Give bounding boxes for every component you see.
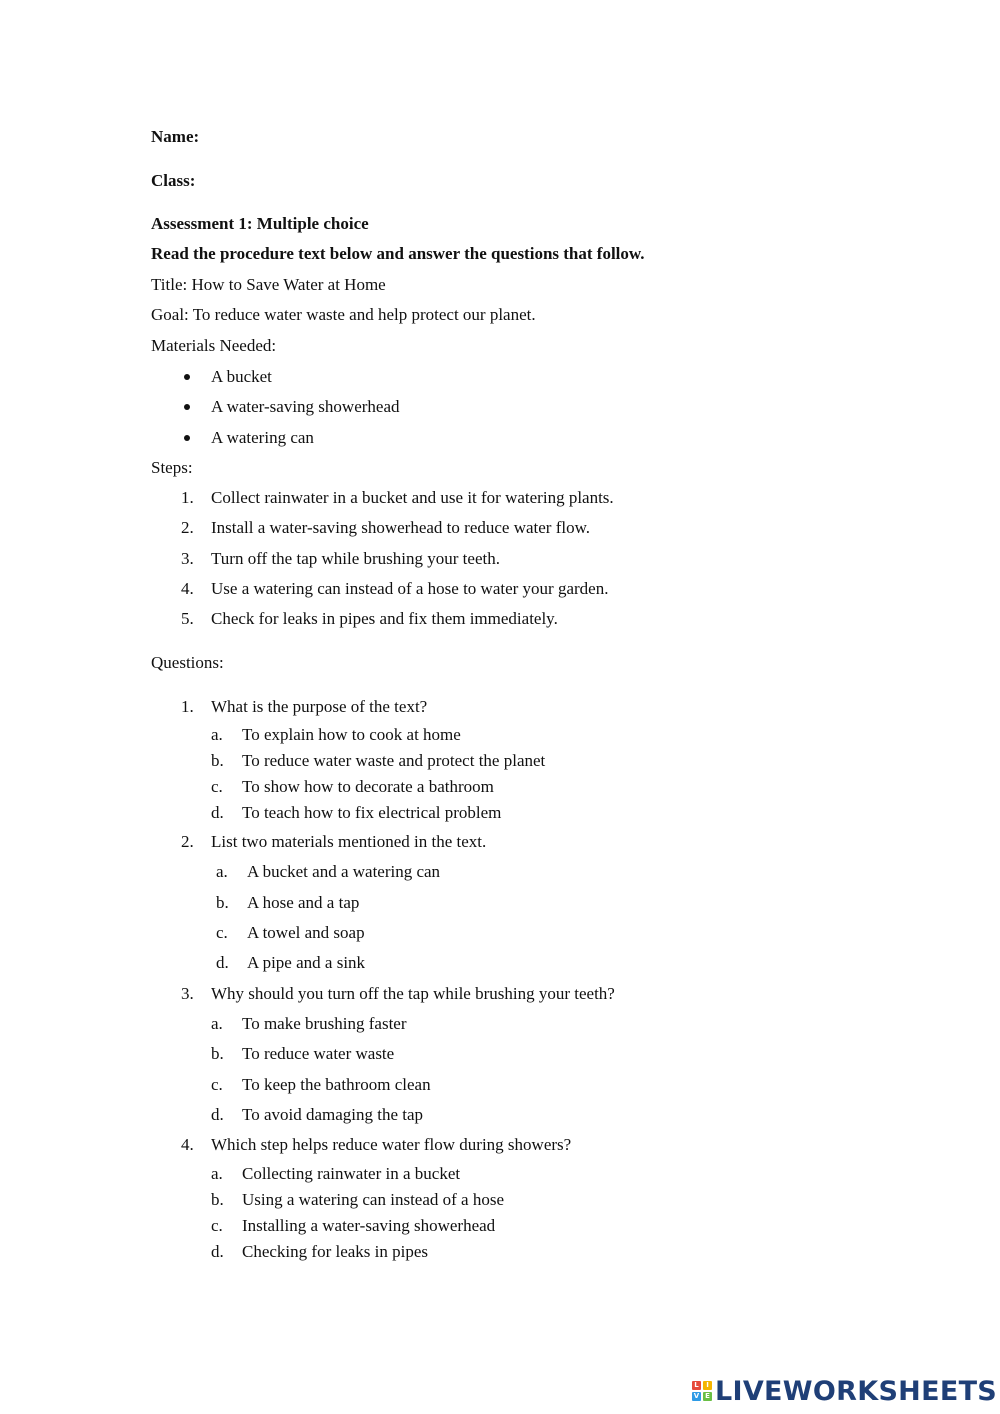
option-letter: d. — [216, 953, 229, 972]
logo-square-e: E — [703, 1392, 712, 1401]
question-text: Which step helps reduce water flow during showers? — [211, 1135, 572, 1154]
option-letter: c. — [216, 923, 228, 942]
bullet-icon — [184, 435, 190, 441]
logo-square-v: V — [693, 1392, 700, 1400]
step-text: Turn off the tap while brushing your teeth. — [211, 549, 500, 568]
assessment-title: Assessment 1: Multiple choice — [151, 214, 369, 233]
option-text: A towel and soap — [247, 923, 365, 942]
question-number: 3. — [181, 984, 194, 1003]
option-text: To make brushing faster — [242, 1014, 407, 1033]
option-text: A bucket and a watering can — [247, 862, 441, 881]
option-text: To explain how to cook at home — [242, 725, 461, 744]
option-letter: a. — [211, 725, 223, 744]
step-text: Use a watering can instead of a hose to water your garden. — [211, 579, 609, 598]
question-text: What is the purpose of the text? — [211, 697, 428, 716]
material-text: A watering can — [211, 428, 314, 447]
step-text: Install a water-saving showerhead to reduce water flow. — [211, 518, 591, 537]
option-text: To teach how to fix electrical problem — [242, 803, 502, 822]
questions-label: Questions: — [151, 653, 224, 672]
option-text: Using a watering can instead of a hose — [242, 1190, 504, 1209]
step-number: 2. — [181, 518, 194, 537]
option-text: Checking for leaks in pipes — [242, 1242, 429, 1261]
option-letter: a. — [211, 1164, 223, 1183]
liveworksheets-logo[interactable] — [692, 1376, 997, 1406]
option-letter: b. — [211, 1044, 224, 1063]
liveworksheets-logo-icon — [692, 1381, 712, 1401]
option-text: A hose and a tap — [247, 893, 360, 912]
option-letter: d. — [211, 1242, 224, 1261]
option-letter: b. — [211, 1190, 224, 1209]
option-text: A pipe and a sink — [247, 953, 366, 972]
option-text: To avoid damaging the tap — [242, 1105, 424, 1124]
bullet-icon — [184, 374, 190, 380]
option-text: To show how to decorate a bathroom — [242, 777, 494, 796]
step-number: 4. — [181, 579, 194, 598]
option-letter: b. — [216, 893, 229, 912]
option-text: Collecting rainwater in a bucket — [242, 1164, 461, 1183]
question-number: 4. — [181, 1135, 194, 1154]
question-text: Why should you turn off the tap while brushing your teeth? — [211, 984, 615, 1003]
text-goal-line: Goal: To reduce water waste and help protect our planet. — [151, 305, 536, 324]
materials-label: Materials Needed: — [151, 336, 277, 355]
material-text: A water-saving showerhead — [211, 397, 400, 416]
option-text: To reduce water waste — [242, 1044, 395, 1063]
instruction-text: Read the procedure text below and answer the questions that follow. — [151, 244, 645, 263]
option-letter: c. — [211, 1075, 223, 1094]
name-label: Name: — [151, 127, 200, 146]
logo-square-l: L — [692, 1381, 701, 1390]
text-title-line: Title: How to Save Water at Home — [151, 275, 386, 294]
question-number: 2. — [181, 832, 194, 851]
material-text: A bucket — [211, 367, 272, 386]
option-letter: a. — [211, 1014, 223, 1033]
option-text: Installing a water-saving showerhead — [242, 1216, 496, 1235]
step-number: 5. — [181, 609, 194, 628]
class-label: Class: — [151, 171, 196, 190]
question-number: 1. — [181, 697, 194, 716]
option-letter: c. — [211, 777, 223, 796]
step-text: Collect rainwater in a bucket and use it for watering plants. — [211, 488, 614, 507]
step-number: 1. — [181, 488, 194, 507]
option-text: To keep the bathroom clean — [242, 1075, 431, 1094]
option-letter: a. — [216, 862, 228, 881]
steps-label: Steps: — [151, 458, 193, 477]
logo-square-i: I — [703, 1381, 712, 1390]
bullet-icon — [184, 404, 190, 410]
option-letter: d. — [211, 803, 224, 822]
option-text: To reduce water waste and protect the planet — [242, 751, 546, 770]
question-text: List two materials mentioned in the text. — [211, 832, 487, 851]
liveworksheets-logo-text: LIVEWORKSHEETS — [715, 1375, 998, 1407]
option-letter: b. — [211, 751, 224, 770]
step-text: Check for leaks in pipes and fix them immediately. — [211, 609, 558, 628]
step-number: 3. — [181, 549, 194, 568]
option-letter: c. — [211, 1216, 223, 1235]
option-letter: d. — [211, 1105, 224, 1124]
